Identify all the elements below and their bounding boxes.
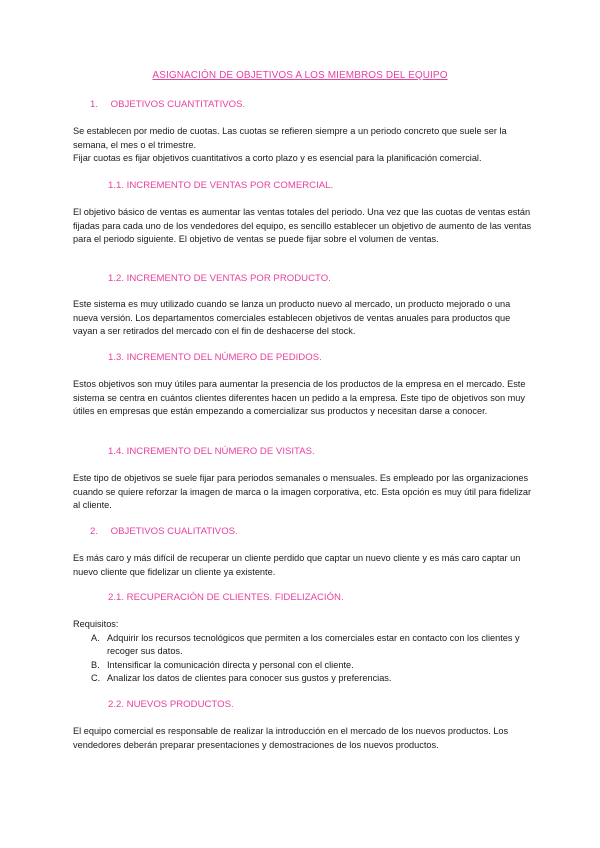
list-item: [73, 659, 533, 673]
section-1-paragraph: [73, 125, 533, 166]
list-item-text: Analizar los datos de clientes para conocer sus gustos y preferencias.: [107, 673, 392, 683]
requirements-label: Requisitos:: [73, 619, 119, 629]
list-item: [73, 632, 533, 659]
section-1-number: 1.: [90, 99, 99, 110]
subsection-2-2-heading: 2.2. NUEVOS PRODUCTOS.: [108, 699, 234, 710]
list-item-letter: A.: [91, 632, 100, 643]
subsection-1-1-paragraph: El objetivo básico de ventas es aumentar las ventas totales del periodo. Una vez que las cuotas de ventas están fijadas para cada uno de los vendedores del equipo, es sencillo establecer un objetivo de aumento de las ventas para el periodo siguiente. El objetivo de ventas se puede fijar sobre el volumen de ventas.: [73, 207, 532, 244]
section-2-paragraph: Es más caro y más difícil de recuperar un cliente perdido que captar un nuevo cliente y es más caro captar un nuevo cliente que fidelizar un cliente ya existente.: [73, 553, 521, 577]
subsection-2-2-paragraph: El equipo comercial es responsable de realizar la introducción en el mercado de los nuevos productos. Los vendedores deberán preparar presentaciones y demostraciones de los nuevos productos.: [73, 726, 509, 750]
section-1-heading: [90, 99, 245, 110]
subsection-1-3-paragraph: Estos objetivos son muy útiles para aumentar la presencia de los productos de la empresa en el mercado. Este sistema se centra en cuántos clientes diferentes hacen un pedido a la empresa. Este tipo de objetivos son muy útiles en empresas que están empezando a comercializar sus productos y necesitan darse a conocer.: [73, 379, 526, 416]
list-item-text: Intensificar la comunicación directa y personal con el cliente.: [107, 659, 354, 670]
section-2-heading: [90, 526, 238, 537]
section-2-number: 2.: [90, 526, 99, 537]
section-1-text-a: Se establecen por medio de cuotas. Las cuotas se refieren siempre a un periodo concreto que suele ser la semana, el mes o el trimestre.: [73, 126, 507, 150]
list-item-letter: B.: [91, 659, 100, 670]
subsection-1-1-heading: 1.1. INCREMENTO DE VENTAS POR COMERCIAL.: [108, 180, 334, 191]
section-1-label: OBJETIVOS CUANTITATIVOS.: [110, 99, 246, 110]
subsection-1-2-paragraph: Este sistema es muy utilizado cuando se lanza un producto nuevo al mercado, un producto mejorado o una nueva versión. Los departamentos comerciales establecen objetivos de ventas anuales para productos que vayan a ser retirados del mercado con el fin de deshacerse del stock.: [73, 299, 511, 336]
requirements-list: [73, 618, 533, 686]
section-2-label: OBJETIVOS CUALITATIVOS.: [110, 526, 238, 537]
subsection-1-4-heading: 1.4. INCREMENTO DEL NÚMERO DE VISITAS.: [108, 446, 315, 457]
list-item: [73, 672, 533, 686]
list-item-text: Adquirir los recursos tecnológicos que permiten a los comerciales estar en contacto con los clientes y recoger sus datos.: [107, 632, 520, 656]
list-item-letter: C.: [91, 673, 101, 683]
subsection-1-4-paragraph: Este tipo de objetivos se suele fijar para periodos semanales o mensuales. Es empleado por las organizaciones cuando se quiere reforzar la imagen de marca o la imagen corporativa, etc. Esta opción es muy útil para fidelizar al cliente.: [73, 473, 532, 510]
subsection-1-3-heading: 1.3. INCREMENTO DEL NÚMERO DE PEDIDOS.: [108, 352, 322, 363]
page-title: ASIGNACIÓN DE OBJETIVOS A LOS MIEMBROS DEL EQUIPO: [152, 70, 448, 81]
subsection-1-2-heading: 1.2. INCREMENTO DE VENTAS POR PRODUCTO.: [108, 273, 331, 284]
section-1-text-b: Fijar cuotas es fijar objetivos cuantitativos a corto plazo y es esencial para la planificación comercial.: [73, 153, 482, 163]
subsection-2-1-heading: 2.1. RECUPERACIÓN DE CLIENTES. FIDELIZACIÓN.: [108, 592, 344, 603]
